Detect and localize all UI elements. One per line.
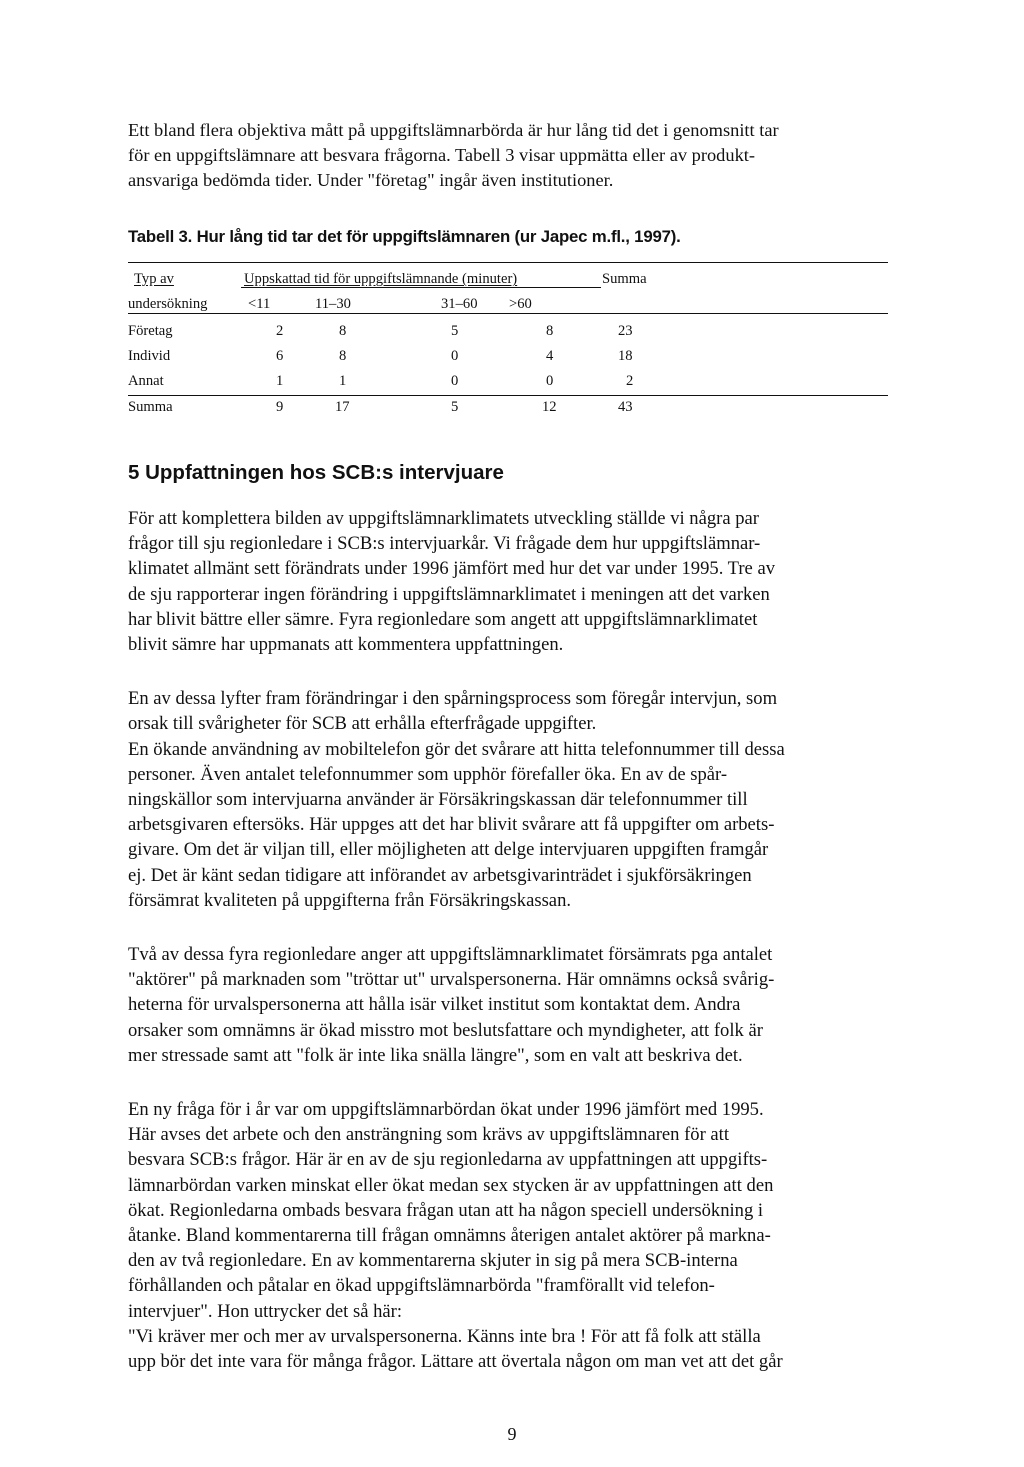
text-line: besvara SCB:s frågor. Här är en av de sju regionledarna av uppfattningen att uppgifts- xyxy=(128,1149,768,1171)
paragraph-gap xyxy=(128,1068,898,1097)
header-gt60: >60 xyxy=(509,296,532,312)
text-line: blivit sämre har uppmanats att kommentera uppfattningen. xyxy=(128,634,564,656)
text-line: de sju rapporterar ingen förändring i uppgiftslämnarklimatet i meningen att det varken xyxy=(128,583,770,605)
table-cell: 9 xyxy=(276,399,284,415)
text-line: lämnarbördan varken minskat eller ökat medan sex stycken är av uppfattningen att den xyxy=(128,1174,774,1196)
table-cell: 5 xyxy=(451,323,459,339)
table-cell: 0 xyxy=(451,373,459,389)
text-line: En ny fråga för i år var om uppgiftslämnarbördan ökat under 1996 jämfört med 1995. xyxy=(128,1099,764,1121)
text-line: ansvariga bedömda tider. Under "företag" ingår även institutioner. xyxy=(128,170,614,190)
page-number: 9 xyxy=(507,1424,517,1444)
table-body-rule xyxy=(128,395,888,396)
section-body xyxy=(128,506,898,1374)
text-line: "Vi kräver mer och mer av urvalspersonerna. Känns inte bra ! För att få folk att ställa xyxy=(128,1325,761,1347)
text-line: heterna för urvalspersonerna att hålla isär vilket institut som kontaktat dem. Andra xyxy=(128,994,741,1016)
text-line: orsaker som omnämns är ökad misstro mot beslutsfattare och myndigheter, att folk är xyxy=(128,1019,763,1041)
header-undersokning: undersökning xyxy=(128,296,208,312)
text-line: arbetsgivaren eftersöks. Här uppges att det har blivit svårare att få uppgifter om arbets- xyxy=(128,814,775,836)
text-line: ej. Det är känt sedan tidigare att införandet av arbetsgivarinträdet i sjukförsäkringen xyxy=(128,864,752,886)
table-cell: 0 xyxy=(451,348,459,364)
text-line: Här avses det arbete och den ansträngning som krävs av uppgiftslämnaren för att xyxy=(128,1124,730,1146)
row-label: Annat xyxy=(128,373,164,389)
text-line: mer stressade samt att "folk är inte lika snälla längre", som en valt att beskriva det. xyxy=(128,1044,743,1066)
table-cell: 12 xyxy=(542,399,557,415)
header-time-group: Uppskattad tid för uppgiftslämnande (minuter) xyxy=(244,271,518,287)
text-line: En ökande användning av mobiltelefon gör det svårare att hitta telefonnummer till dessa xyxy=(128,738,785,760)
text-line: den av två regionledare. En av kommentarerna skjuter in sig på mera SCB-interna xyxy=(128,1250,738,1272)
paragraph xyxy=(128,506,898,657)
text-line: upp bör det inte vara för många frågor. Lättare att övertala någon om man vet att det går xyxy=(128,1351,783,1373)
table-cell: 43 xyxy=(618,399,633,415)
table-cell: 1 xyxy=(339,373,347,389)
paragraph xyxy=(128,1097,898,1374)
table-cell: 23 xyxy=(618,323,633,339)
header-11-30: 11–30 xyxy=(315,296,351,312)
header-lt11: <11 xyxy=(248,296,271,312)
text-line: orsak till svårigheter för SCB att erhålla efterfrågade uppgifter. xyxy=(128,713,597,735)
table-cell: 18 xyxy=(618,348,633,364)
table-cell: 8 xyxy=(339,348,347,364)
table-header-rule xyxy=(128,313,888,314)
header-typ-av: Typ av xyxy=(134,271,174,287)
text-line: intervjuer". Hon uttrycker det så här: xyxy=(128,1300,403,1322)
table-cell: 0 xyxy=(546,373,554,389)
text-line: ningskällor som intervjuarna använder är Försäkringskassan där telefonnummer till xyxy=(128,789,748,811)
text-line: givare. Om det är viljan till, eller möjligheten att delge intervjuaren uppgiften framgår xyxy=(128,839,769,861)
table-caption: Tabell 3. Hur lång tid tar det för uppgiftslämnaren (ur Japec m.fl., 1997). xyxy=(128,227,681,246)
table-top-rule xyxy=(128,262,888,263)
text-line: "aktörer" på marknaden som "tröttar ut" urvalspersonerna. Här omnämns också svårig- xyxy=(128,969,775,991)
total-row-label: Summa xyxy=(128,399,173,415)
text-line: ökat. Regionledarna ombads besvara frågan utan att ha någon speciell undersökning i xyxy=(128,1199,764,1221)
intro-paragraph xyxy=(128,118,898,193)
header-summa: Summa xyxy=(602,271,647,287)
table-cell: 1 xyxy=(276,373,284,389)
table-cell: 2 xyxy=(276,323,284,339)
table-cell: 8 xyxy=(339,323,347,339)
table-cell: 6 xyxy=(276,348,284,364)
paragraph xyxy=(128,686,898,913)
table-cell: 4 xyxy=(546,348,554,364)
table-cell: 2 xyxy=(626,373,634,389)
table-cell: 17 xyxy=(335,399,350,415)
text-line: har blivit bättre eller sämre. Fyra regionledare som angett att uppgiftslämnarklimatet xyxy=(128,608,758,630)
data-table xyxy=(128,258,888,428)
section-heading: 5 Uppfattningen hos SCB:s intervjuare xyxy=(128,461,504,484)
row-label: Företag xyxy=(128,323,173,339)
text-line: klimatet allmänt sett förändrats under 1996 jämfört med hur det var under 1995. Tre av xyxy=(128,558,776,580)
text-line: Ett bland flera objektiva mått på uppgiftslämnarbörda är hur lång tid det i genomsnitt tar xyxy=(128,120,779,140)
paragraph xyxy=(128,942,898,1068)
text-line: för en uppgiftslämnare att besvara frågorna. Tabell 3 visar uppmätta eller av produkt- xyxy=(128,145,755,165)
text-line: Två av dessa fyra regionledare anger att uppgiftslämnarklimatet försämrats pga antalet xyxy=(128,944,773,966)
text-line: För att komplettera bilden av uppgiftslämnarklimatets utveckling ställde vi några par xyxy=(128,508,759,529)
paragraph-gap xyxy=(128,913,898,942)
text-line: åtanke. Bland kommentarerna till frågan omnämns återigen antalet aktörer på markna- xyxy=(128,1225,771,1247)
text-line: försämrat kvaliteten på uppgifterna från Försäkringskassan. xyxy=(128,889,572,911)
row-label: Individ xyxy=(128,348,171,364)
table-cell: 5 xyxy=(451,399,459,415)
text-line: förhållanden och påtalar en ökad uppgiftslämnarbörda "framförallt vid telefon- xyxy=(128,1275,715,1297)
header-31-60: 31–60 xyxy=(441,296,478,312)
text-line: En av dessa lyfter fram förändringar i den spårningsprocess som föregår intervjun, som xyxy=(128,688,778,710)
text-line: personer. Även antalet telefonnummer som upphör förefaller öka. En av de spår- xyxy=(128,763,728,785)
text-line: frågor till sju regionledare i SCB:s intervjuarkår. Vi frågade dem hur uppgiftslämnar- xyxy=(128,533,761,555)
table-cell: 8 xyxy=(546,323,554,339)
paragraph-gap xyxy=(128,657,898,686)
